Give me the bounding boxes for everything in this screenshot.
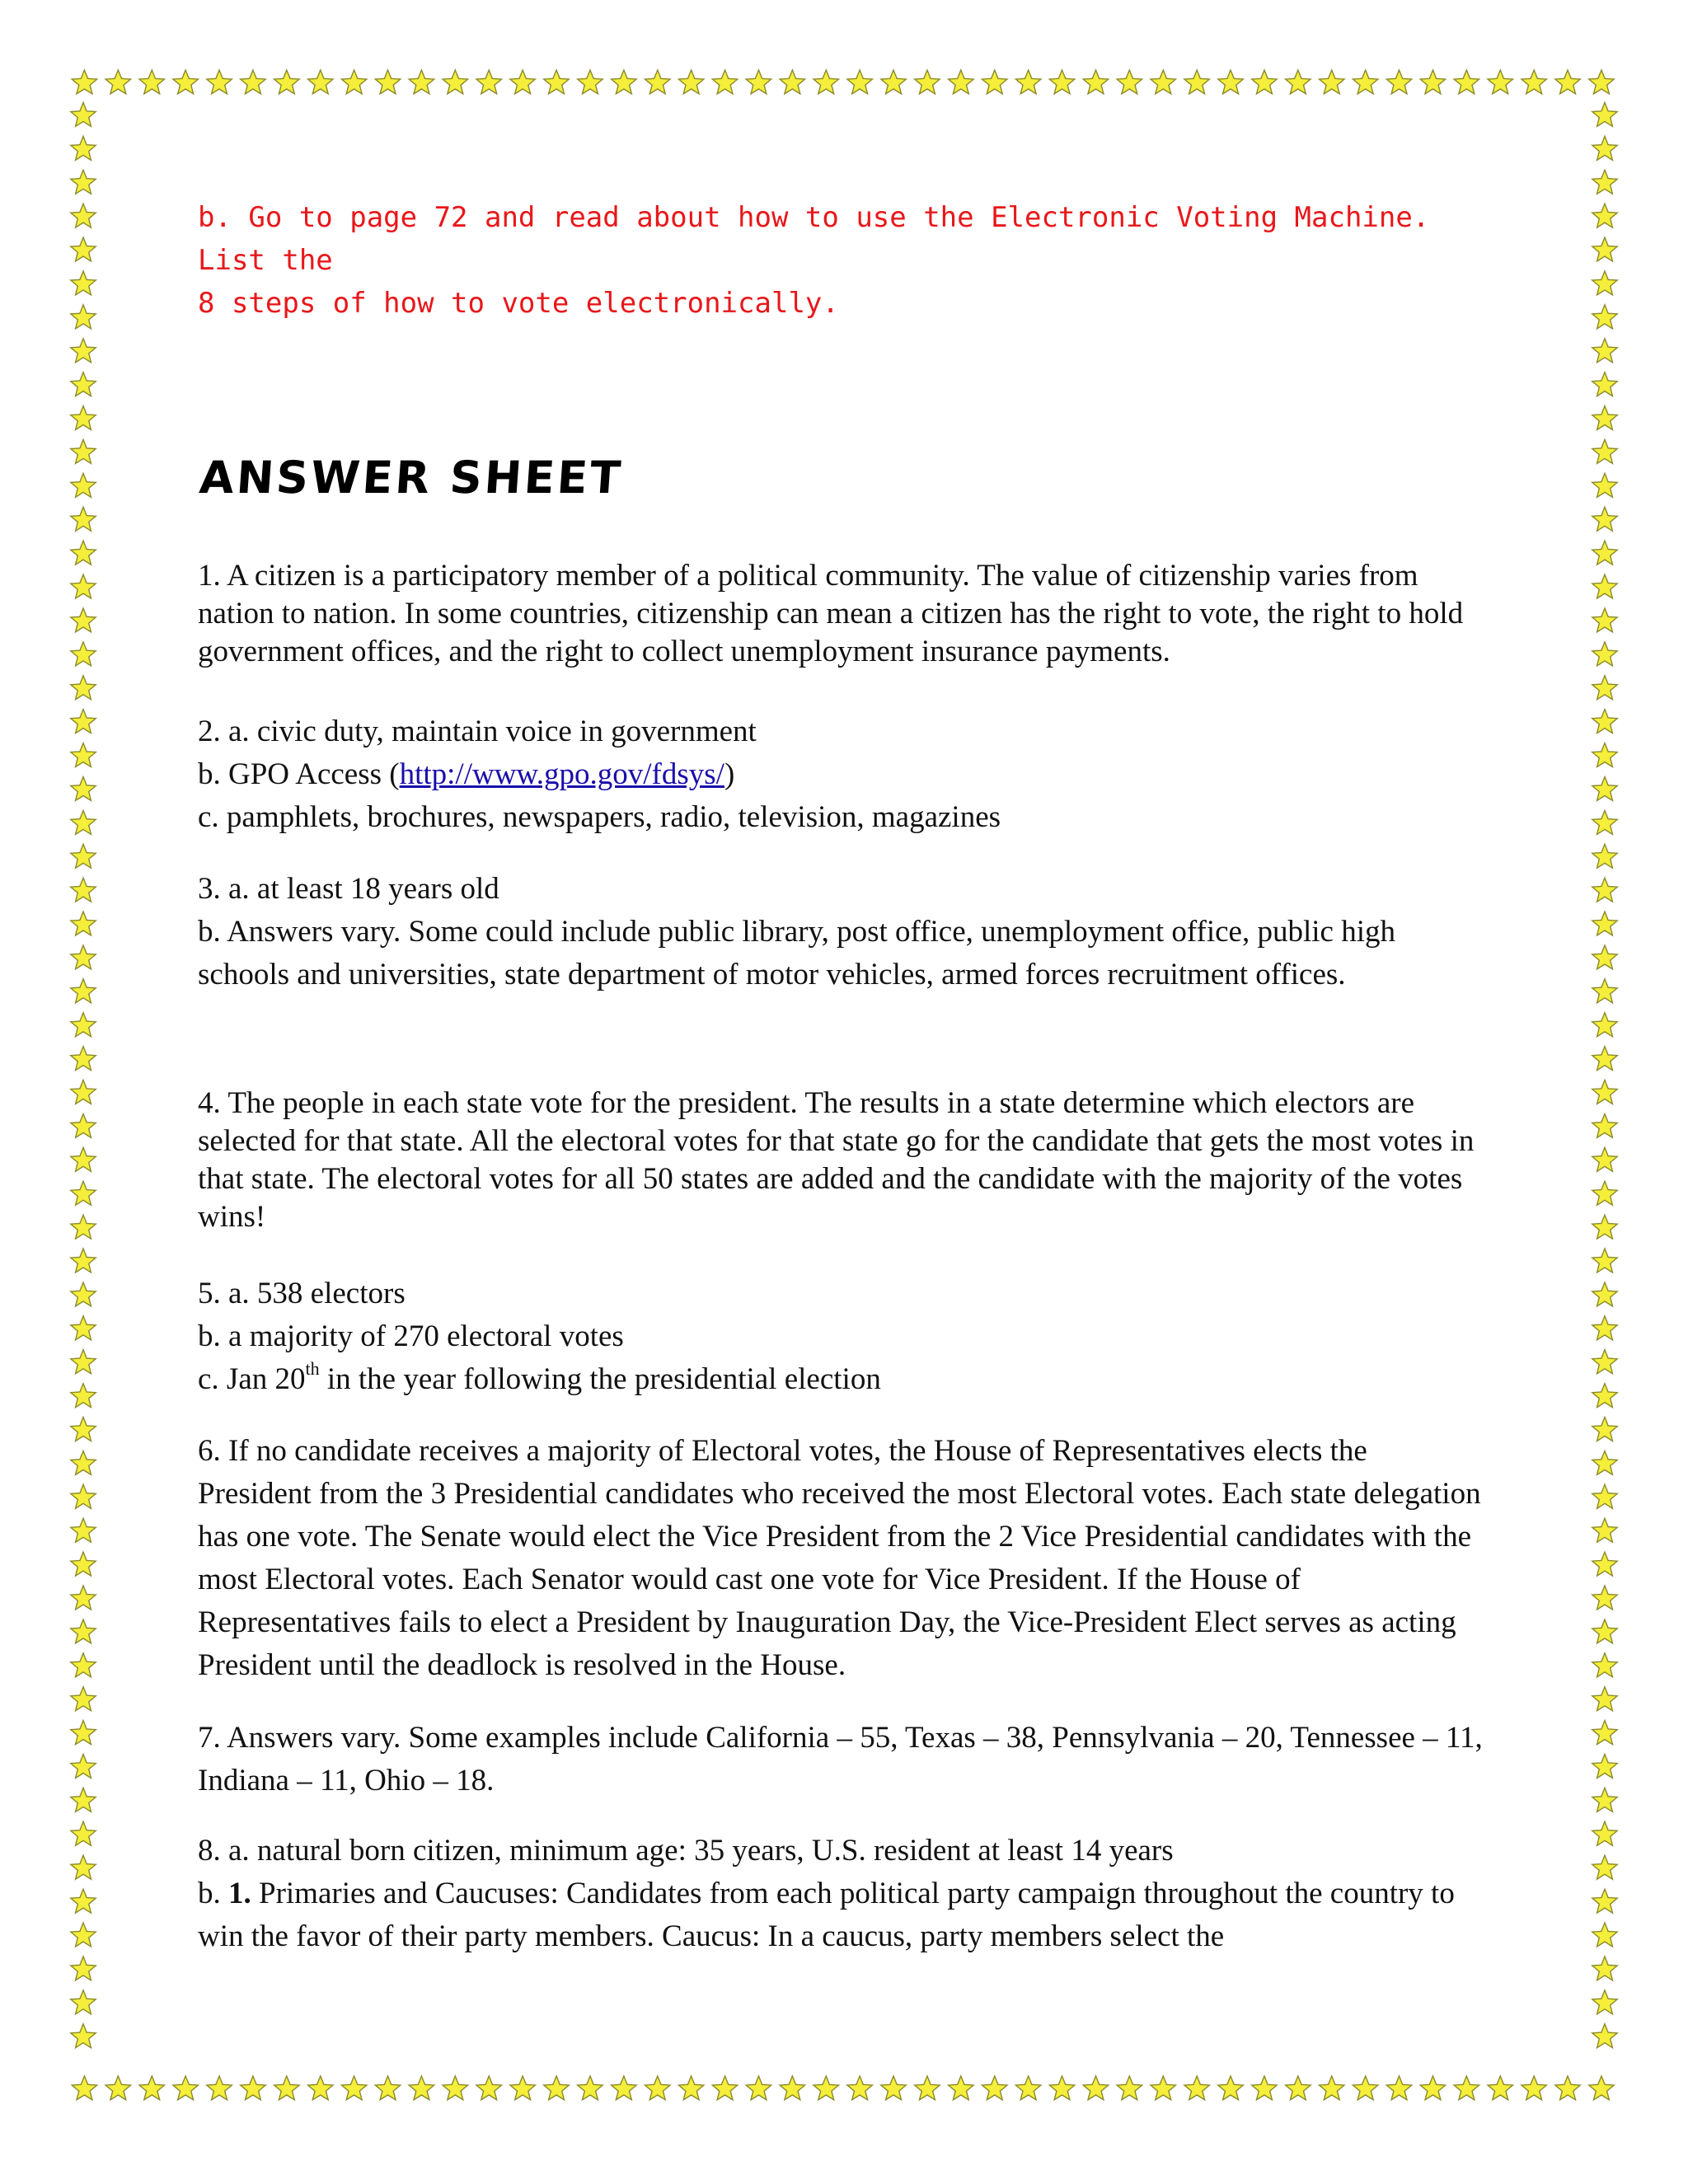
answer-6-text: 6. If no candidate receives a majority of Electoral votes, the House of Representatives elects the President from the 3 Presidential candidates who received the most Electoral votes. Each state delegation has one vote. The Senate would elect the Vice President from the 2 Vice Presidential candidates with the most Electoral votes. Each Senator would cast one vote for Vice President. If the House of Representatives fails to elect a President by Inauguration Day, the Vice-President Elect serves as acting President until the deadlock is resolved in the House. — [198, 1434, 1481, 1682]
star-icon — [1592, 204, 1617, 227]
star-icon — [1592, 373, 1617, 396]
star-icon — [1320, 2076, 1345, 2100]
answer-4 — [198, 1085, 1484, 1236]
star-icon — [71, 710, 96, 733]
star-icon — [1049, 70, 1075, 94]
star-icon — [1117, 2076, 1142, 2100]
star-icon — [71, 507, 96, 531]
star-icon — [1522, 2076, 1547, 2100]
voting-instruction — [198, 196, 1500, 325]
star-icon — [71, 1181, 96, 1205]
star-icon — [1592, 1282, 1617, 1306]
star-icon — [71, 945, 96, 969]
star-icon — [1015, 2076, 1041, 2100]
star-icon — [1592, 1350, 1617, 1374]
star-icon — [1592, 844, 1617, 868]
star-icon — [1592, 945, 1617, 969]
answer-8b-prefix: b. — [198, 1877, 228, 1910]
star-icon — [1592, 1552, 1617, 1576]
star-icon — [71, 305, 96, 329]
star-icon — [71, 204, 96, 227]
star-icon — [71, 979, 96, 1003]
star-icon — [71, 1013, 96, 1037]
star-icon — [1592, 912, 1617, 935]
star-icon — [1592, 406, 1617, 430]
star-icon — [71, 608, 96, 632]
star-border-right — [1589, 99, 1620, 2074]
star-icon — [881, 2076, 907, 2100]
star-icon — [71, 1316, 96, 1340]
star-icon — [1592, 642, 1617, 666]
star-icon — [1592, 136, 1617, 160]
star-icon — [1286, 70, 1311, 94]
star-icon — [1592, 1080, 1617, 1104]
star-icon — [1592, 608, 1617, 632]
star-icon — [375, 70, 401, 94]
star-icon — [746, 2076, 771, 2100]
answer-8b — [198, 1872, 1484, 1958]
star-icon — [71, 1619, 96, 1643]
star-icon — [241, 2076, 266, 2100]
star-icon — [1592, 439, 1617, 463]
star-icon — [1592, 1418, 1617, 1441]
star-icon — [814, 70, 839, 94]
answer-2b — [198, 753, 1484, 796]
star-icon — [1592, 1147, 1617, 1171]
star-icon — [1015, 70, 1041, 94]
star-icon — [1592, 541, 1617, 565]
star-icon — [71, 1990, 96, 2014]
star-icon — [71, 1518, 96, 1542]
star-icon — [1353, 2076, 1378, 2100]
star-icon — [71, 743, 96, 767]
star-icon — [71, 170, 96, 194]
star-icon — [578, 70, 603, 94]
star-icon — [106, 2076, 131, 2100]
star-icon — [1592, 305, 1617, 329]
star-icon — [780, 2076, 805, 2100]
gpo-access-link[interactable]: http://www.gpo.gov/fdsys/ — [399, 757, 724, 791]
star-icon — [1420, 2076, 1446, 2100]
star-icon — [71, 1788, 96, 1811]
star-icon — [712, 2076, 738, 2100]
star-icon — [780, 70, 805, 94]
star-icon — [71, 1080, 96, 1104]
star-icon — [1592, 1721, 1617, 1745]
star-icon — [1592, 1821, 1617, 1845]
star-icon — [915, 70, 940, 94]
star-icon — [71, 1484, 96, 1508]
star-icon — [1592, 1114, 1617, 1138]
answer-5a: 5. a. 538 electors — [198, 1277, 406, 1310]
star-icon — [1151, 70, 1176, 94]
star-icon — [1386, 70, 1412, 94]
star-icon — [71, 676, 96, 700]
star-icon — [1083, 2076, 1109, 2100]
answer-5c — [198, 1358, 1484, 1401]
star-icon — [173, 2076, 199, 2100]
star-icon — [1555, 2076, 1581, 2100]
answer-3 — [198, 868, 1484, 996]
star-icon — [241, 70, 266, 94]
star-icon — [1592, 507, 1617, 531]
star-icon — [814, 2076, 839, 2100]
star-icon — [1117, 70, 1142, 94]
star-icon — [1592, 1653, 1617, 1677]
star-icon — [1592, 710, 1617, 733]
star-icon — [1592, 676, 1617, 700]
star-icon — [1592, 743, 1617, 767]
star-icon — [1151, 2076, 1176, 2100]
answer-6 — [198, 1430, 1484, 1687]
star-icon — [341, 70, 367, 94]
star-icon — [71, 1282, 96, 1306]
star-icon — [409, 70, 434, 94]
star-icon — [71, 1249, 96, 1272]
star-icon — [71, 1451, 96, 1475]
star-icon — [71, 136, 96, 160]
star-icon — [71, 1215, 96, 1239]
star-icon — [71, 373, 96, 396]
answer-2c: c. pamphlets, brochures, newspapers, radio, television, magazines — [198, 800, 1001, 834]
star-icon — [1592, 1923, 1617, 1947]
star-icon — [1184, 2076, 1210, 2100]
star-icon — [71, 473, 96, 497]
star-icon — [274, 2076, 300, 2100]
star-icon — [1218, 2076, 1244, 2100]
star-icon — [1286, 2076, 1311, 2100]
answer-5c-superscript: th — [305, 1357, 320, 1379]
star-icon — [341, 2076, 367, 2100]
star-icon — [1592, 1855, 1617, 1879]
star-icon — [1592, 1249, 1617, 1272]
star-icon — [409, 2076, 434, 2100]
star-icon — [1592, 170, 1617, 194]
answer-5b: b. a majority of 270 electoral votes — [198, 1319, 624, 1353]
answer-8 — [198, 1830, 1484, 1958]
star-icon — [71, 1889, 96, 1913]
star-icon — [1592, 1889, 1617, 1913]
star-icon — [308, 2076, 334, 2100]
star-icon — [949, 70, 974, 94]
star-icon — [1454, 70, 1479, 94]
answer-2 — [198, 710, 1484, 839]
answer-5 — [198, 1272, 1484, 1401]
star-icon — [1218, 70, 1244, 94]
star-icon — [139, 70, 165, 94]
star-icon — [71, 878, 96, 902]
star-icon — [1488, 70, 1513, 94]
answer-3a: 3. a. at least 18 years old — [198, 872, 499, 906]
star-icon — [678, 70, 704, 94]
star-icon — [881, 70, 907, 94]
answer-4-text: 4. The people in each state vote for the president. The results in a state determine which electors are selected for that state. All the electoral votes for that state go for the candidate that gets the most votes in that state. The electoral votes for all 50 states are added and the candidate with the majority of the votes wins! — [198, 1086, 1475, 1234]
star-icon — [510, 2076, 536, 2100]
star-icon — [544, 2076, 570, 2100]
star-icon — [510, 70, 536, 94]
star-icon — [1184, 70, 1210, 94]
star-icon — [71, 1653, 96, 1677]
answer-8b-text: Primaries and Caucuses: Candidates from each political party campaign throughout the country to win the favor of their party members. Caucus: In a caucus, party members select the — [198, 1877, 1455, 1953]
star-border-left — [68, 99, 99, 2074]
star-icon — [1592, 878, 1617, 902]
star-icon — [71, 1418, 96, 1441]
star-icon — [71, 844, 96, 868]
star-icon — [1592, 1384, 1617, 1408]
star-icon — [106, 70, 131, 94]
star-icon — [949, 2076, 974, 2100]
star-icon — [1592, 1013, 1617, 1037]
star-icon — [1592, 339, 1617, 363]
star-icon — [712, 70, 738, 94]
answer-2b-prefix: b. GPO Access ( — [198, 757, 400, 791]
star-icon — [1320, 70, 1345, 94]
star-icon — [1488, 2076, 1513, 2100]
answer-1 — [198, 557, 1484, 671]
star-icon — [476, 2076, 502, 2100]
star-border-top — [68, 68, 1620, 99]
star-icon — [645, 70, 671, 94]
star-icon — [71, 237, 96, 261]
star-icon — [544, 70, 570, 94]
star-icon — [1592, 1788, 1617, 1811]
star-icon — [71, 1114, 96, 1138]
star-icon — [375, 2076, 401, 2100]
instruction-line-2: 8 steps of how to vote electronically. — [198, 287, 839, 320]
star-icon — [1252, 2076, 1278, 2100]
star-icon — [1592, 102, 1617, 126]
star-icon — [71, 1350, 96, 1374]
star-icon — [71, 810, 96, 834]
answer-8a: 8. a. natural born citizen, minimum age: 35 years, U.S. resident at least 14 years — [198, 1834, 1174, 1868]
star-icon — [1252, 70, 1278, 94]
star-icon — [173, 70, 199, 94]
star-icon — [72, 70, 97, 94]
star-icon — [1589, 70, 1615, 94]
star-icon — [1592, 1047, 1617, 1071]
star-icon — [71, 1552, 96, 1576]
star-icon — [71, 1957, 96, 1980]
star-icon — [1454, 2076, 1479, 2100]
star-icon — [1592, 271, 1617, 295]
star-icon — [71, 439, 96, 463]
star-icon — [1353, 70, 1378, 94]
star-icon — [71, 1755, 96, 1779]
star-icon — [71, 912, 96, 935]
star-icon — [207, 2076, 232, 2100]
star-icon — [72, 2076, 97, 2100]
star-icon — [71, 777, 96, 801]
answer-8b-number: 1. — [228, 1877, 251, 1910]
star-icon — [71, 271, 96, 295]
star-icon — [578, 2076, 603, 2100]
star-icon — [678, 2076, 704, 2100]
star-icon — [71, 339, 96, 363]
star-icon — [612, 70, 637, 94]
answer-1-text: 1. A citizen is a participatory member of a political community. The value of citizenship varies from nation to nation. In some countries, citizenship can mean a citizen has the right to vote, the right to hold government offices, and the right to collect unemployment insurance payments. — [198, 559, 1464, 668]
star-icon — [645, 2076, 671, 2100]
answer-5c-prefix: c. Jan 20 — [198, 1362, 306, 1396]
star-icon — [982, 70, 1008, 94]
star-icon — [1592, 473, 1617, 497]
star-icon — [274, 70, 300, 94]
star-icon — [1592, 1586, 1617, 1610]
star-icon — [71, 1821, 96, 1845]
star-icon — [1589, 2076, 1615, 2100]
answer-2a: 2. a. civic duty, maintain voice in government — [198, 715, 757, 748]
star-icon — [71, 1586, 96, 1610]
star-icon — [71, 1384, 96, 1408]
star-icon — [443, 70, 468, 94]
page-title: ANSWER SHEET — [198, 452, 625, 504]
star-icon — [71, 1147, 96, 1171]
star-icon — [847, 2076, 873, 2100]
star-icon — [71, 1923, 96, 1947]
star-icon — [612, 2076, 637, 2100]
answer-7-text: 7. Answers vary. Some examples include California – 55, Texas – 38, Pennsylvania – 20, Tennessee – 11, Indiana – 11, Ohio – 18. — [198, 1721, 1483, 1797]
star-icon — [71, 1721, 96, 1745]
star-icon — [847, 70, 873, 94]
star-icon — [71, 102, 96, 126]
star-icon — [1522, 70, 1547, 94]
star-icon — [746, 70, 771, 94]
star-icon — [1049, 2076, 1075, 2100]
star-icon — [139, 2076, 165, 2100]
star-icon — [1592, 1484, 1617, 1508]
instruction-line-1: b. Go to page 72 and read about how to use the Electronic Voting Machine. List the — [198, 201, 1430, 277]
star-icon — [915, 2076, 940, 2100]
star-icon — [1592, 1990, 1617, 2014]
star-icon — [71, 1047, 96, 1071]
star-icon — [1592, 1755, 1617, 1779]
answer-7 — [198, 1717, 1484, 1802]
star-icon — [1592, 1687, 1617, 1711]
star-icon — [982, 2076, 1008, 2100]
star-icon — [1592, 1316, 1617, 1340]
star-icon — [1592, 1957, 1617, 1980]
star-icon — [1592, 2024, 1617, 2048]
star-icon — [1592, 574, 1617, 598]
star-icon — [71, 541, 96, 565]
answer-3b: b. Answers vary. Some could include public library, post office, unemployment office, public high schools and universities, state department of motor vehicles, armed forces recruitment offices. — [198, 915, 1395, 991]
star-icon — [71, 2024, 96, 2048]
star-icon — [71, 1855, 96, 1879]
star-icon — [207, 70, 232, 94]
star-icon — [1592, 1619, 1617, 1643]
star-icon — [1592, 237, 1617, 261]
answer-2b-suffix: ) — [724, 757, 735, 791]
star-icon — [1592, 1518, 1617, 1542]
star-icon — [1083, 70, 1109, 94]
star-icon — [1592, 1451, 1617, 1475]
star-icon — [71, 406, 96, 430]
star-border-bottom — [68, 2074, 1620, 2105]
star-icon — [71, 1687, 96, 1711]
answer-5c-suffix: in the year following the presidential election — [319, 1362, 881, 1396]
star-icon — [1420, 70, 1446, 94]
star-icon — [71, 642, 96, 666]
star-icon — [443, 2076, 468, 2100]
star-icon — [1592, 979, 1617, 1003]
star-icon — [1386, 2076, 1412, 2100]
star-icon — [1592, 1215, 1617, 1239]
star-icon — [1592, 810, 1617, 834]
star-icon — [308, 70, 334, 94]
star-icon — [1555, 70, 1581, 94]
star-icon — [1592, 1181, 1617, 1205]
star-icon — [476, 70, 502, 94]
star-icon — [1592, 777, 1617, 801]
star-icon — [71, 574, 96, 598]
